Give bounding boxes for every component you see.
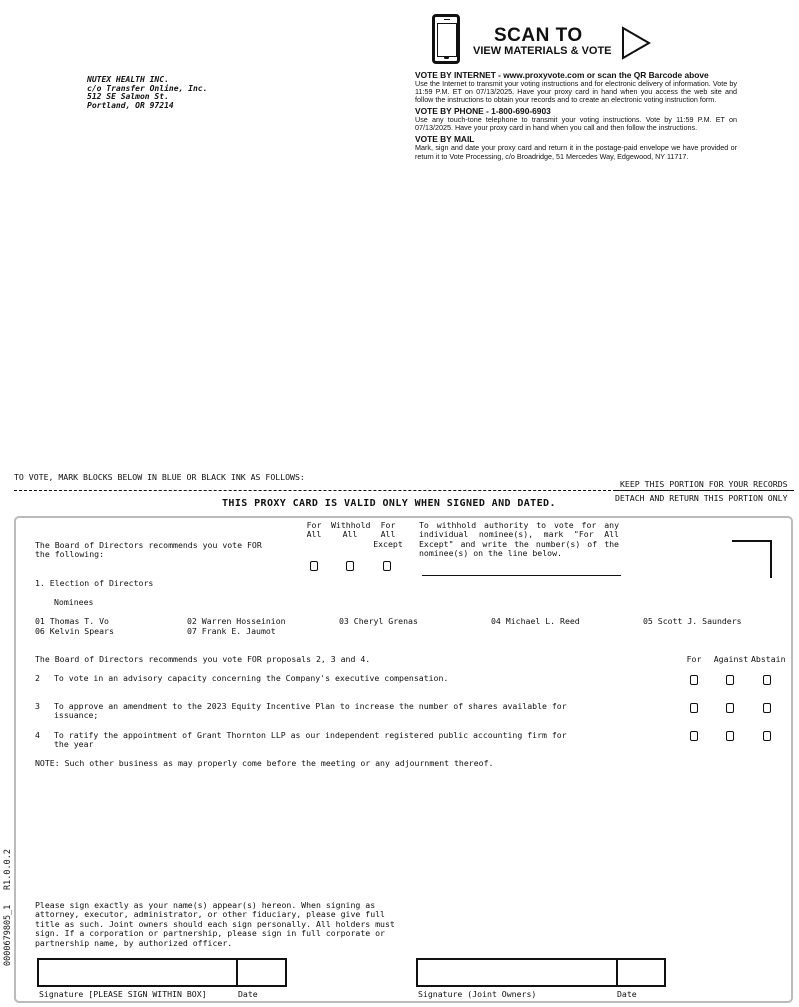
item-election: 1. Election of Directors	[35, 578, 154, 588]
date-label: Date	[238, 989, 258, 999]
withhold-instructions: To withhold authority to vote for any individual nominee(s), mark "For All Except" and write the number(s) of the nominee(s) on the line below.	[419, 520, 619, 559]
proposal-text: To approve an amendment to the 2023 Equity Incentive Plan to increase the number of shares available for issuance;	[54, 701, 567, 721]
board-recommendation: The Board of Directors recommends you vote FOR the following:	[35, 540, 262, 560]
nominee: 04 Michael L. Reed	[491, 616, 580, 626]
keep-portion-label: KEEP THIS PORTION FOR YOUR RECORDS	[620, 479, 788, 489]
voting-instructions	[415, 70, 737, 161]
phone-text: Use any touch-tone telephone to transmit your voting instructions. Vote by 11:59 P.M. ET on 07/13/2025. Have your proxy card in hand when you call and then follow the instructions.	[415, 115, 737, 133]
for-all-checkbox[interactable]	[310, 561, 318, 571]
proposal-text: To vote in an advisory capacity concerning the Company's executive compensation.	[54, 673, 449, 683]
col-for: For	[686, 654, 702, 664]
address-line: NUTEX HEALTH INC.	[87, 75, 169, 84]
nominee: 01 Thomas T. Vo	[35, 616, 109, 626]
proposal-4-against-checkbox[interactable]	[726, 731, 734, 741]
document-code: 0000679805_1	[3, 904, 13, 966]
mail-text: Mark, sign and date your proxy card and return it in the postage-paid envelope we have provided or return it to Vote Processing, c/o Broadridge, 51 Mercedes Way, Edgewood, NY 11717.	[415, 143, 737, 161]
nominee: 06 Kelvin Spears	[35, 626, 114, 636]
date-box[interactable]	[236, 958, 287, 987]
joint-signature-box[interactable]	[416, 958, 618, 987]
revision-code: R1.0.0.2	[3, 849, 13, 890]
divider	[616, 490, 794, 491]
col-against: Against	[713, 654, 749, 664]
board-recommendation-proposals: The Board of Directors recommends you vote FOR proposals 2, 3 and 4.	[35, 654, 371, 664]
registration-mark	[732, 540, 772, 578]
play-arrow-icon	[620, 26, 652, 60]
address-line: 512 SE Salmon St.	[87, 92, 169, 101]
nominee: 05 Scott J. Saunders	[643, 616, 742, 626]
address-line: Portland, OR 97214	[87, 100, 174, 110]
phone-heading: VOTE BY PHONE - 1-800-690-6903	[415, 106, 551, 117]
mail-heading: VOTE BY MAIL	[415, 134, 475, 145]
nominee: 07 Frank E. Jaumot	[187, 626, 276, 636]
scan-title: SCAN TO	[494, 25, 583, 46]
return-address	[87, 76, 207, 110]
proposal-text: To ratify the appointment of Grant Thornton LLP as our independent registered public accounting firm for the year	[54, 730, 567, 750]
scan-subtitle: VIEW MATERIALS & VOTE	[473, 45, 612, 57]
for-all-except-checkbox[interactable]	[383, 561, 391, 571]
nominee-exception-line[interactable]	[422, 575, 621, 576]
smartphone-icon	[432, 14, 460, 64]
proposal-3-against-checkbox[interactable]	[726, 703, 734, 713]
withhold-all-checkbox[interactable]	[346, 561, 354, 571]
address-line: c/o Transfer Online, Inc.	[87, 83, 208, 93]
proposal-3-for-checkbox[interactable]	[690, 703, 698, 713]
internet-text: Use the Internet to transmit your voting instructions and for electronic delivery of information. Vote by 11:59 P.M. ET on 07/13/2025. Have your proxy card in hand when you access the web site and follow the instructions to obtain your records and to create an electronic voting instruction form.	[415, 79, 737, 105]
proposal-3-abstain-checkbox[interactable]	[763, 703, 771, 713]
col-withhold-all: Withhold All	[331, 520, 371, 540]
validity-notice: THIS PROXY CARD IS VALID ONLY WHEN SIGNED AND DATED.	[222, 498, 556, 509]
signature-box[interactable]	[37, 958, 238, 987]
joint-date-label: Date	[617, 989, 637, 999]
tear-line	[14, 490, 616, 491]
detach-portion-label: DETACH AND RETURN THIS PORTION ONLY	[615, 493, 788, 503]
col-abstain: Abstain	[751, 654, 786, 664]
proposal-number: 3	[35, 701, 40, 711]
col-for-all: For All	[306, 520, 322, 540]
proposal-2-for-checkbox[interactable]	[690, 675, 698, 685]
col-for-all-except: For All Except	[373, 520, 403, 549]
signing-instructions: Please sign exactly as your name(s) appear(s) hereon. When signing as attorney, executor, administrator, or other fiduciary, please give full title as such. Joint owners should each sign personally. All holders must sign. If a corporation or partnership, please sign in full corporate or partnership name, by authorized officer.	[35, 900, 395, 948]
proposal-4-for-checkbox[interactable]	[690, 731, 698, 741]
joint-signature-label: Signature (Joint Owners)	[418, 989, 537, 999]
joint-date-box[interactable]	[616, 958, 666, 987]
proposal-2-against-checkbox[interactable]	[726, 675, 734, 685]
proposal-2-abstain-checkbox[interactable]	[763, 675, 771, 685]
ink-instruction: TO VOTE, MARK BLOCKS BELOW IN BLUE OR BLACK INK AS FOLLOWS:	[14, 472, 305, 482]
signature-label: Signature [PLEASE SIGN WITHIN BOX]	[39, 989, 207, 999]
note: NOTE: Such other business as may properly come before the meeting or any adjournment thereof.	[35, 758, 494, 768]
nominees-label: Nominees	[54, 597, 94, 607]
proposal-4-abstain-checkbox[interactable]	[763, 731, 771, 741]
nominee: 03 Cheryl Grenas	[339, 616, 418, 626]
proposal-number: 4	[35, 730, 40, 740]
internet-heading: VOTE BY INTERNET - www.proxyvote.com or scan the QR Barcode above	[415, 70, 709, 80]
proposal-number: 2	[35, 673, 40, 683]
nominee: 02 Warren Hosseinion	[187, 616, 286, 626]
